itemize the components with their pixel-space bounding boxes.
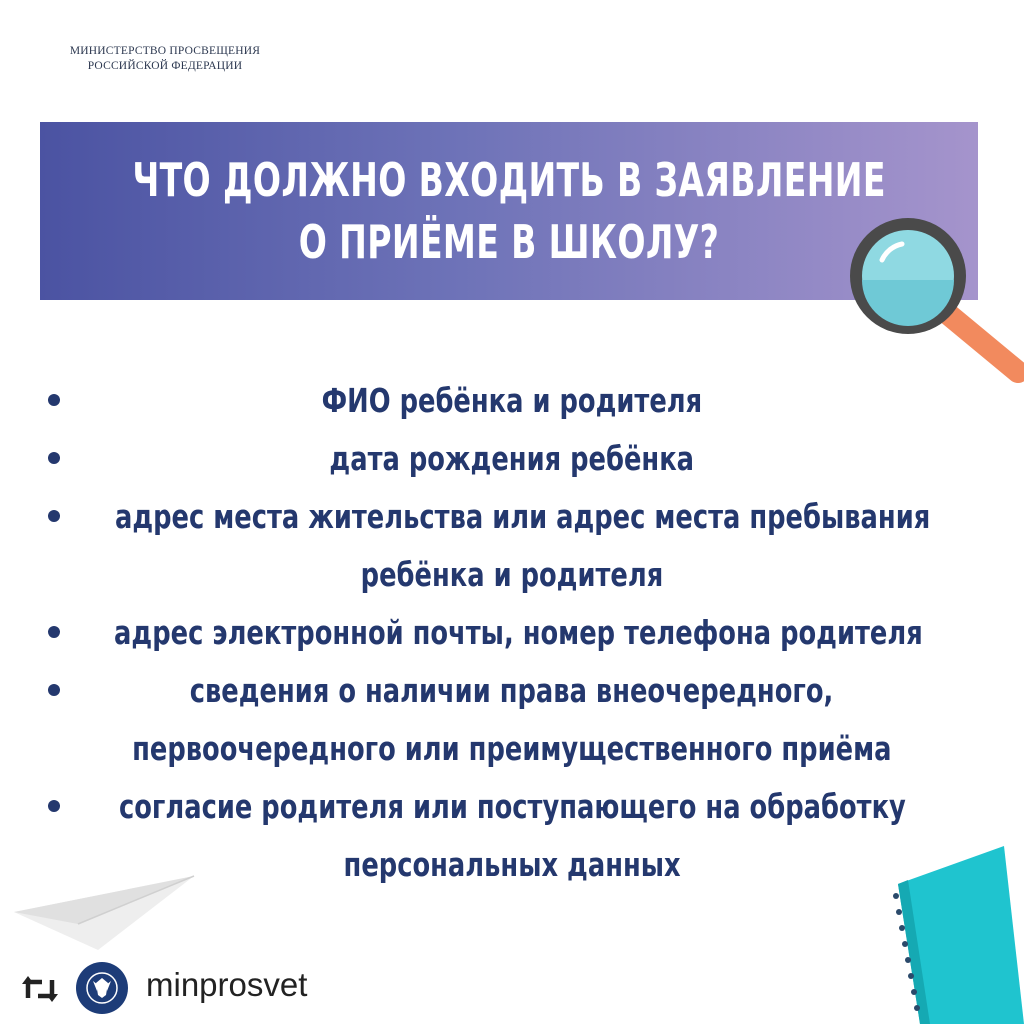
requirements-list: [0, 372, 1024, 894]
bullet: [48, 510, 60, 522]
username[interactable]: minprosvet: [146, 966, 308, 1003]
list-item-text: адрес электронной почты, номер телефона родителя: [114, 613, 923, 652]
ministry-name: [52, 44, 278, 74]
bullet: [48, 394, 60, 406]
list-item-text: ФИО ребёнка и родителя: [321, 381, 703, 420]
list-item: [0, 372, 1024, 430]
repost-icon: [22, 974, 58, 1004]
avatar[interactable]: [76, 962, 128, 1014]
bullet: [48, 626, 60, 638]
ministry-name-line2: РОССИЙСКОЙ ФЕДЕРАЦИИ: [87, 60, 243, 72]
list-item-text: сведения о наличии права внеочередного,: [190, 671, 834, 710]
list-item: [0, 430, 1024, 488]
list-item: [0, 604, 1024, 662]
title-line-1: ЧТО ДОЛЖНО ВХОДИТЬ В ЗАЯВЛЕНИЕ: [132, 153, 886, 207]
list-item-text: ребёнка и родителя: [360, 555, 664, 594]
list-item: [0, 662, 1024, 778]
list-item-text: персональных данных: [343, 845, 681, 884]
bullet: [48, 684, 60, 696]
list-item: [0, 488, 1024, 604]
list-item-text: первоочередного или преимущественного приёма: [132, 729, 892, 768]
list-item-text: согласие родителя или поступающего на обработку: [118, 787, 906, 826]
repost-footer: [0, 952, 1024, 1024]
ministry-name-line1: МИНИСТЕРСТВО ПРОСВЕЩЕНИЯ: [69, 45, 261, 57]
title-line-2: О ПРИЁМЕ В ШКОЛУ?: [298, 215, 720, 269]
ministry-emblem-icon: [85, 971, 119, 1005]
magnifier-icon: [836, 214, 1024, 384]
bullet: [48, 800, 60, 812]
list-item-text: адрес места жительства или адрес места пребывания: [114, 497, 931, 536]
bullet: [48, 452, 60, 464]
list-item-text: дата рождения ребёнка: [329, 439, 695, 478]
paper-plane-icon: [8, 872, 198, 952]
